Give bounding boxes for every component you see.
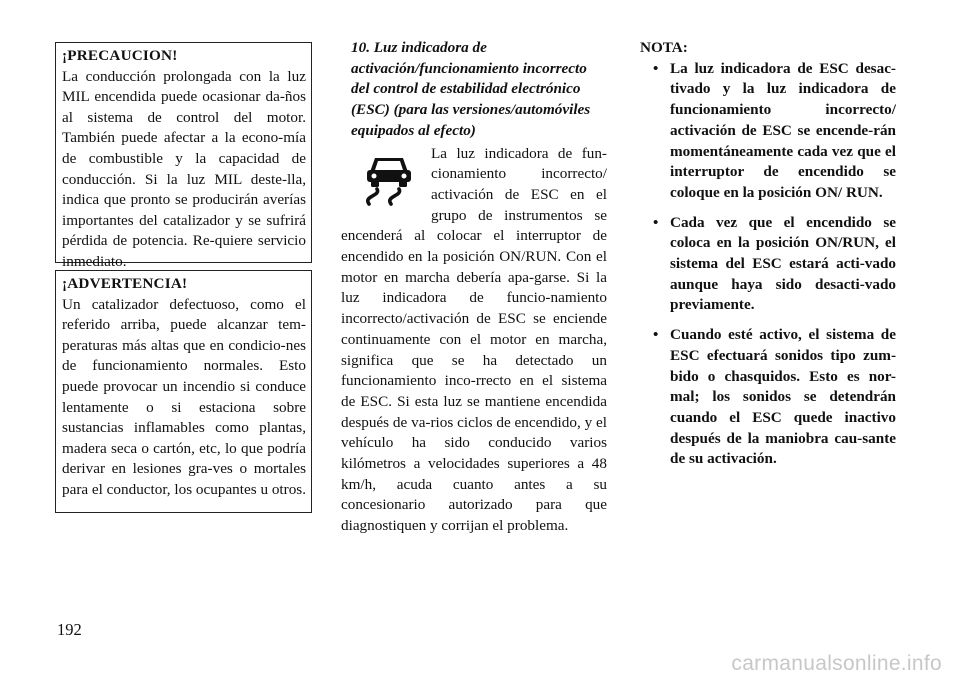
caution-title: ¡PRECAUCION! — [62, 47, 178, 64]
warning-text: Un catalizador defectuoso, como el referido arriba, puede alcanzar tem-peraturas más altas que en condicio-nes de funcionamiento normales. Esto puede provocar un incendio si conduce lentamente o si estaciona sobre sustancias inflamables como plantas, madera seca o cartón, etc, lo que podría derivar en lesiones gra-ves o mortales para el conductor, los ocupantes u otros. — [62, 295, 307, 498]
note-section — [638, 38, 896, 479]
caution-box — [55, 42, 312, 270]
bullet-icon: • — [653, 213, 659, 231]
page-number: 192 — [57, 620, 82, 639]
note-item: • Cada vez que el encendido se coloca en la posición ON/RUN, el sistema del ESC estará acti-vado aunque haya sido desacti-vado previamente. — [653, 213, 896, 314]
warning-box — [55, 270, 312, 513]
esc-section — [341, 38, 607, 537]
bullet-icon: • — [653, 59, 659, 77]
note-item: • Cuando esté activo, el sistema de ESC efectuará sonidos tipo zum-bido o chasquidos. Esto es nor-mal; los sonidos se detendrán cuando el ESC quede inactivo después de la maniobra cau-sante de su activación. — [653, 326, 896, 468]
esc-section-heading: 10. Luz indicadora de activación/funcionamiento incorrecto del control de estabilidad electrónico (ESC) (para las versiones/automóviles equipados al efecto) — [351, 39, 591, 139]
caution-text: La conducción prolongada con la luz MIL encendida puede ocasionar da-ños al sistema de control del motor. También puede afectar a la econo-mía de combustible y la capacidad de conducción. Si la luz MIL deste-lla, indica que pronto se producirán averías importantes del catalizador y se sufrirá pérdida de potencia. Re-quiere servicio inmediato. — [62, 67, 306, 270]
watermark: carmanualsonline.info — [731, 652, 942, 675]
note-label: NOTA: — [640, 39, 688, 56]
note-list — [638, 59, 896, 470]
bullet-icon: • — [653, 326, 659, 344]
warning-title: ¡ADVERTENCIA! — [62, 275, 188, 292]
esc-section-body — [341, 144, 607, 537]
esc-skid-car-icon — [359, 146, 419, 206]
esc-section-text: La luz indicadora de fun-cionamiento incorrecto/ activación de ESC en el grupo de instrumentos se encenderá al colocar el interruptor de encendido en la posición ON/RUN. Con el motor en marcha debería apa-garse. Si la luz indicadora de funcio-namiento incorrecto/activación de ESC se enciende continuamente con el motor en marcha, significa que se ha detectado un funcionamiento inco-rrecto en el sistema de ESC. Si esta luz se mantiene encendida después de va-rios ciclos de encendido, y el vehículo ha sido conducido varios kilómetros a velocidades superiores a 48 km/h, acuda cuanto antes a su concesionario autorizado para que diagnostiquen y corrijan el problema. — [341, 144, 607, 535]
note-item: • La luz indicadora de ESC desac-tivado y la luz indicadora de funcionamiento incorrecto/ activación de ESC se encende-rán momentáneamente cada vez que el interruptor de encendido se coloque en la posición ON/ RUN. — [653, 59, 896, 201]
